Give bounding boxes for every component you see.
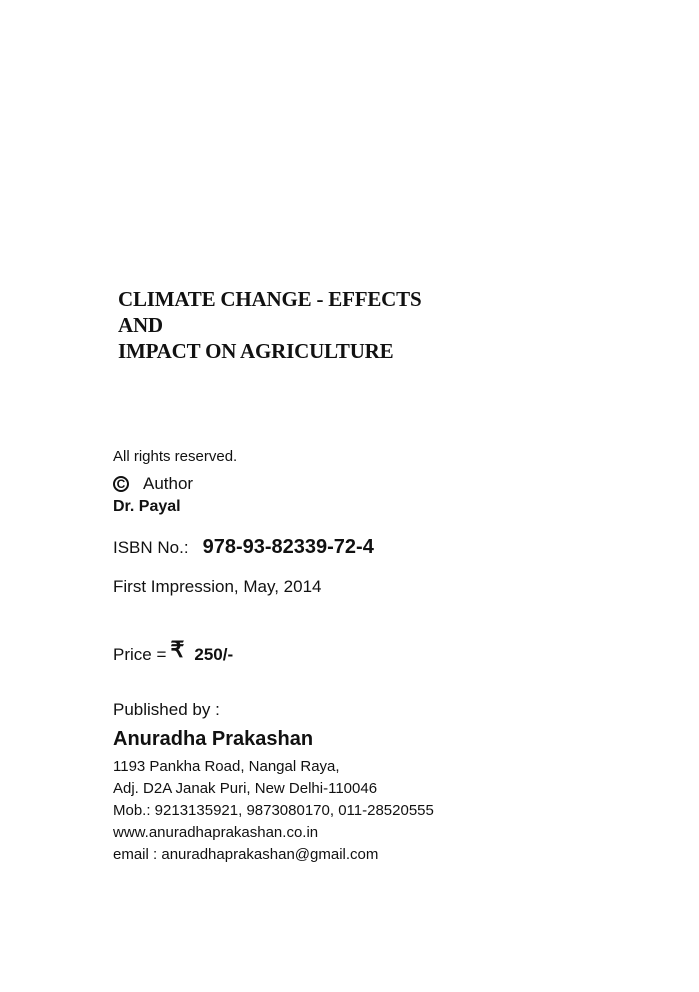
rupee-icon: ₹ [170,637,185,662]
price-value: 250/- [194,645,234,664]
price-label: Price = [113,645,167,664]
author-name: Dr. Payal [113,498,181,515]
book-title [118,286,421,364]
book-title-line-2: AND [118,313,163,337]
copyright-icon: C [113,476,129,492]
publisher-address-line-2: Adj. D2A Janak Puri, New Delhi-110046 [113,780,378,797]
book-title-line-1: CLIMATE CHANGE - EFFECTS [118,287,422,311]
publisher-phone: Mob.: 9213135921, 9873080170, 011-28520555 [113,802,434,819]
copyright-line [113,474,193,494]
publisher-email: email : anuradhaprakashan@gmail.com [113,846,379,863]
publisher-name: Anuradha Prakashan [113,728,314,750]
book-title-line-3: IMPACT ON AGRICULTURE [118,339,394,363]
first-impression: First Impression, May, 2014 [113,577,322,596]
publisher-address-line-1: 1193 Pankha Road, Nangal Raya, [113,758,340,775]
rights-statement: All rights reserved. [113,448,238,465]
publisher-website: www.anuradhaprakashan.co.in [113,824,319,841]
price-line [113,637,234,666]
published-by-heading: Published by : [113,700,220,719]
isbn-label: ISBN No.: [113,538,189,557]
isbn-value: 978-93-82339-72-4 [202,536,374,558]
copyright-holder-label: Author [143,474,194,493]
isbn-line [113,536,374,559]
